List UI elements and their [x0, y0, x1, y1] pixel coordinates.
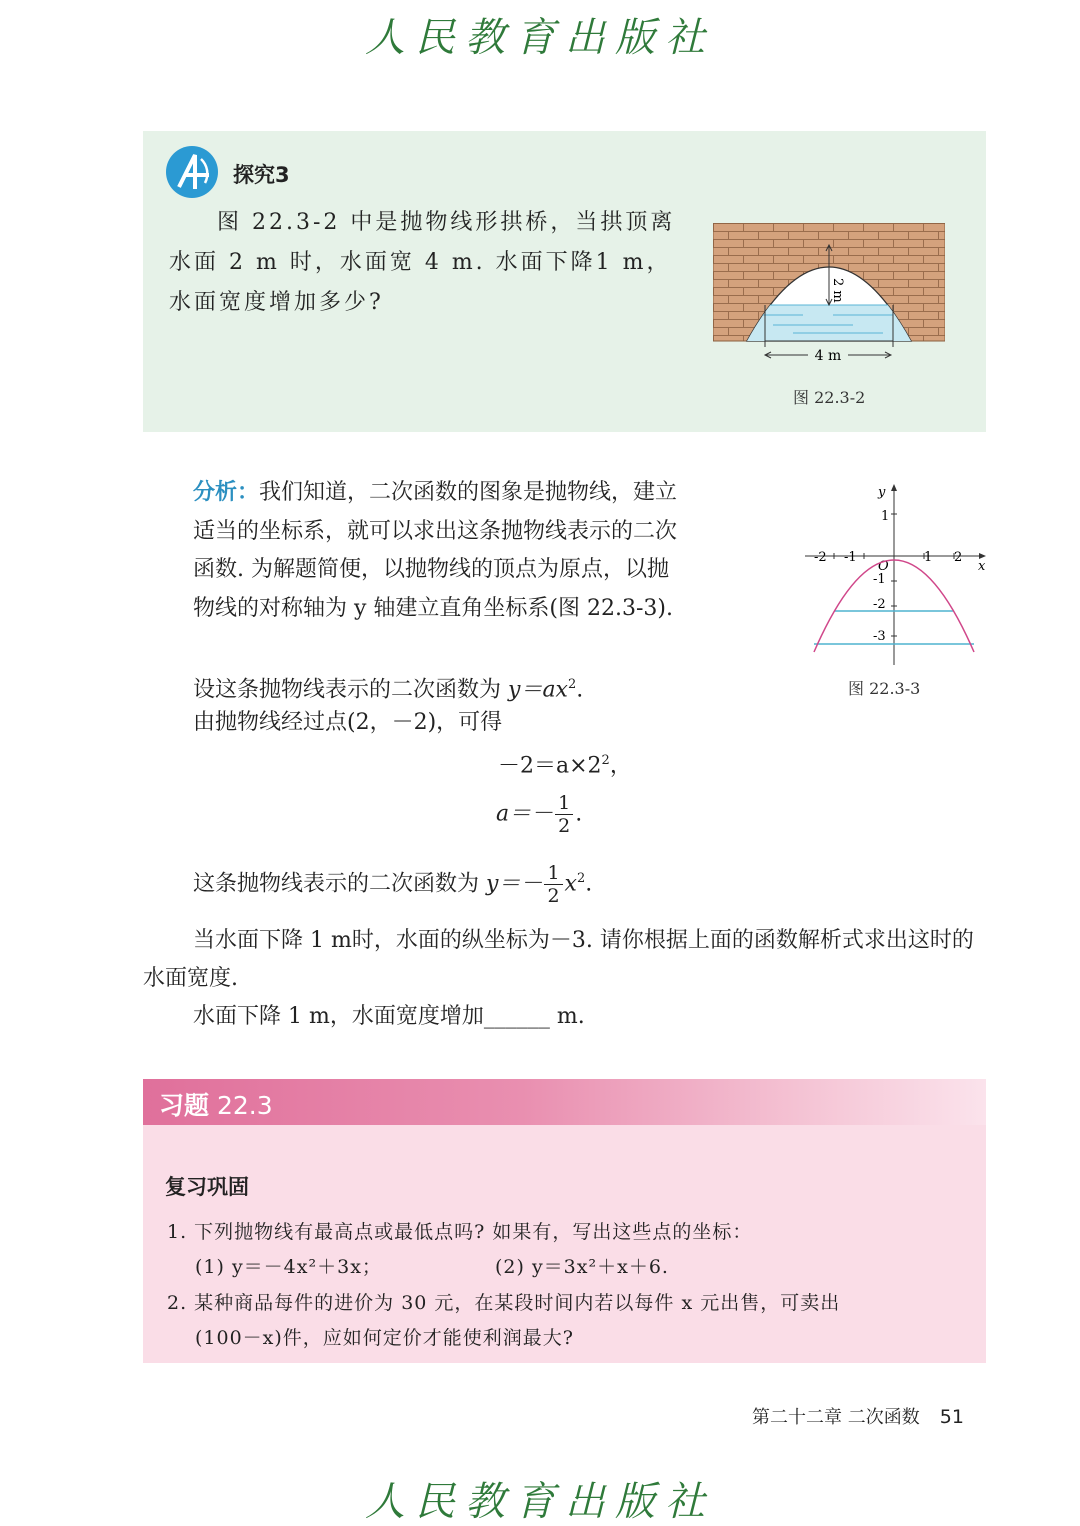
- water-drop-text: 当水面下降 1 m时，水面的纵坐标为－3. 请你根据上面的函数解析式求出这时的水面宽度.: [143, 928, 974, 991]
- analysis-paragraph: [143, 474, 683, 628]
- exercise-head-label: 习题: [159, 1091, 210, 1120]
- y-tick-label: -1: [873, 572, 886, 587]
- assume-line: 设这条抛物线表示的二次函数为 $y=ax^2$.: [193, 677, 584, 703]
- exercise-section-title: 复习巩固: [165, 1175, 249, 1199]
- figure-caption-22-3-3: 图 22.3-3: [848, 679, 921, 698]
- y-axis-label: y: [878, 485, 886, 500]
- x-tick-label: 2: [954, 550, 963, 565]
- exercise-q1-part-b: (2) y＝3x²＋x＋6.: [495, 1256, 669, 1278]
- explore-box: [143, 131, 986, 432]
- origin-label: O: [878, 559, 889, 574]
- exercise-header: [143, 1079, 986, 1125]
- page-footer: [752, 1403, 964, 1429]
- x-tick-label: -2: [814, 550, 827, 565]
- explore-question: 图 22.3-2 中是抛物线形拱桥，当拱顶离水面 2 m 时，水面宽 4 m. 水面下降1 m，水面宽度增加多少?: [169, 210, 676, 315]
- equation-1: $-2=a\times 2^2$，: [498, 753, 632, 779]
- arch-bridge-figure: [713, 223, 945, 347]
- exercise-head-number: 22.3: [216, 1091, 273, 1120]
- page-number: 51: [939, 1406, 964, 1428]
- publisher-logo-top: 人民教育出版社: [365, 15, 715, 61]
- publisher-logo-bottom: 人民教育出版社: [365, 1479, 715, 1525]
- analysis-text: 我们知道，二次函数的图象是抛物线，建立适当的坐标系，就可以求出这条抛物线表示的二次函数. 为解题简便，以抛物线的顶点为原点，以抛物线的对称轴为 y 轴建立直角坐标系(图 22.3-3).: [193, 480, 678, 621]
- equation-2: a＝－ $\frac{1}{2}$ .: [496, 792, 583, 837]
- figure-caption-22-3-2: 图 22.3-2: [793, 388, 866, 407]
- fill-in-blank-line: 水面下降 1 m，水面宽度增加______ m.: [193, 1004, 585, 1029]
- arch-width-label: 4 m: [814, 348, 842, 364]
- exercise-q1-part-a: (1) y＝－4x²＋3x；: [195, 1256, 382, 1278]
- y-tick-label: 1: [881, 509, 890, 524]
- exercise-question-1: 1. 下列抛物线有最高点或最低点吗? 如果有，写出这些点的坐标：: [167, 1221, 753, 1243]
- chapter-title: 第二十二章 二次函数: [752, 1407, 920, 1428]
- coordinate-figure: [800, 480, 990, 670]
- x-axis-label: x: [978, 559, 986, 574]
- exercise-question-2: 2. 某种商品每件的进价为 30 元，在某段时间内若以每件 x 元出售，可卖出: [167, 1292, 841, 1314]
- arch-height-label: 2 m: [830, 278, 845, 303]
- result-function-line: 这条抛物线表示的二次函数为 y＝－ $\frac{1}{2}$ $x^2$.: [193, 862, 593, 907]
- y-tick-label: -2: [873, 597, 886, 612]
- x-tick-label: 1: [924, 550, 933, 565]
- compass-badge-icon: [165, 145, 219, 199]
- exercise-box: [143, 1079, 986, 1363]
- analysis-label: 分析：: [193, 480, 260, 505]
- y-tick-label: -3: [873, 629, 886, 644]
- arch-width-dimension: [763, 343, 893, 367]
- explore-title: 探究3: [233, 163, 290, 187]
- x-tick-label: -1: [844, 550, 857, 565]
- point-line: 由抛物线经过点(2，－2)，可得: [193, 710, 503, 735]
- exercise-question-2-cont: (100－x)件，应如何定价才能使利润最大?: [195, 1327, 574, 1349]
